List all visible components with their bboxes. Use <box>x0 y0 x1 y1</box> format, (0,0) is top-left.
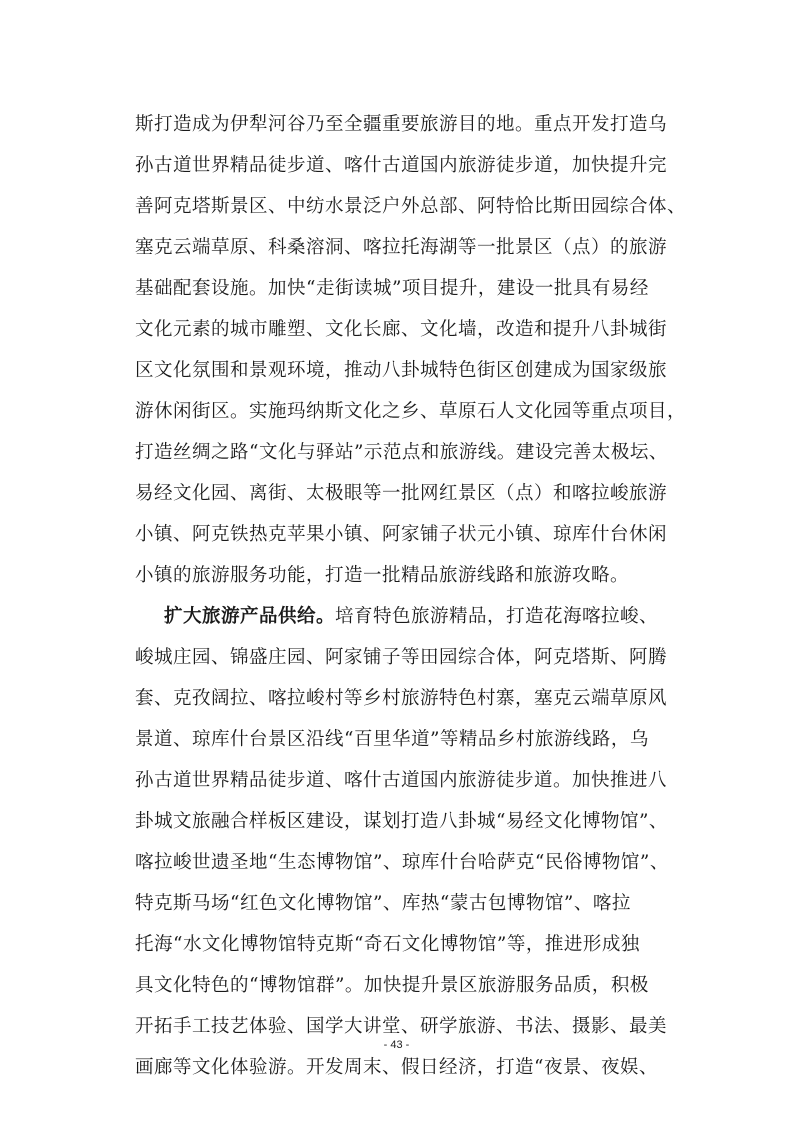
text-line: 开拓手工技艺体验、国学大讲堂、研学旅游、书法、摄影、最美 <box>135 1016 668 1037</box>
text-line: 游休闲街区。实施玛纳斯文化之乡、草原石人文化园等重点项目， <box>135 401 687 422</box>
text-line: 善阿克塔斯景区、中纺水景泛户外总部、阿特恰比斯田园综合体、 <box>135 196 687 217</box>
text-line: 小镇的旅游服务功能，打造一批精品旅游线路和旅游攻略。 <box>135 565 630 586</box>
text-line: 斯打造成为伊犁河谷乃至全疆重要旅游目的地。重点开发打造乌 <box>135 114 668 135</box>
text-line: 孙古道世界精品徒步道、喀什古道国内旅游徒步道。加快推进八 <box>135 770 668 791</box>
text-line: 套、克孜阔拉、喀拉峻村等乡村旅游特色村寨，塞克云端草原风 <box>135 688 668 709</box>
text-line: 特克斯马场“红色文化博物馆”、库热“蒙古包博物馆”、喀拉 <box>135 893 631 914</box>
body-text <box>135 104 695 1088</box>
text-line: 打造丝绸之路“文化与驿站”示范点和旅游线。建设完善太极坛、 <box>135 442 668 463</box>
text-line: 易经文化园、离街、太极眼等一批网红景区（点）和喀拉峻旅游 <box>135 483 668 504</box>
text-line: 喀拉峻世遗圣地“生态博物馆”、琼库什台哈萨克“民俗博物馆”、 <box>135 852 669 873</box>
paragraph-first-line <box>135 596 695 637</box>
text-line: 小镇、阿克铁热克苹果小镇、阿家铺子状元小镇、琼库什台休闲 <box>135 524 668 545</box>
text-line: 画廊等文化体验游。开发周末、假日经济，打造“夜景、夜娱、 <box>135 1057 658 1078</box>
text-line: 基础配套设施。加快“走街读城”项目提升，建设一批具有易经 <box>135 278 649 299</box>
text-run: 培育特色旅游精品，打造花海喀拉峻、 <box>335 606 659 627</box>
paragraph-heading: 扩大旅游产品供给。 <box>164 606 336 627</box>
text-line: 具文化特色的“博物馆群”。加快提升景区旅游服务品质，积极 <box>135 975 649 996</box>
text-line: 区文化氛围和景观环境，推动八卦城特色街区创建成为国家级旅 <box>135 360 668 381</box>
text-line: 塞克云端草原、科桑溶洞、喀拉托海湖等一批景区（点）的旅游 <box>135 237 668 258</box>
text-line: 峻城庄园、锦盛庄园、阿家铺子等田园综合体，阿克塔斯、阿腾 <box>135 647 668 668</box>
text-line: 孙古道世界精品徒步道、喀什古道国内旅游徒步道，加快提升完 <box>135 155 668 176</box>
paragraph-1 <box>135 104 695 596</box>
text-line: 卦城文旅融合样板区建设，谋划打造八卦城“易经文化博物馆”、 <box>135 811 668 832</box>
text-line: 文化元素的城市雕塑、文化长廊、文化墙，改造和提升八卦城街 <box>135 319 668 340</box>
text-line: 托海“水文化博物馆特克斯“奇石文化博物馆”等，推进形成独 <box>135 934 640 955</box>
page-number: - 43 - <box>383 1039 410 1051</box>
paragraph-2 <box>135 596 695 1088</box>
text-line: 景道、琼库什台景区沿线“百里华道”等精品乡村旅游线路，乌 <box>135 729 649 750</box>
